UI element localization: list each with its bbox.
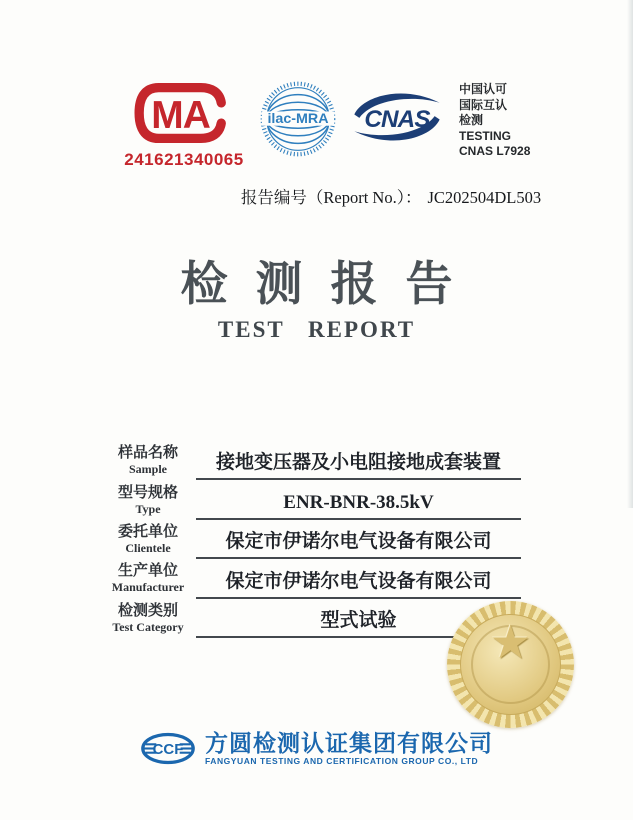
ccf-logo-icon [140, 731, 196, 766]
ilac-mra-logo [256, 76, 340, 167]
svg-text:CNAS: CNAS [364, 106, 430, 134]
accreditation-line: 检测 [459, 113, 484, 127]
cma-mark-icon [124, 80, 244, 146]
field-value: 保定市伊诺尔电气设备有限公司 [196, 520, 521, 559]
report-number-label: 报告编号（Report No.）： [240, 188, 422, 207]
table-row-type [100, 480, 521, 519]
report-number-line [241, 184, 541, 208]
accreditation-line: 国际互认 [459, 97, 508, 112]
field-value: 接地变压器及小电阻接地成套装置 [196, 441, 521, 480]
company-name-en: FANGYUAN TESTING AND CERTIFICATION GROUP CO., LTD [205, 756, 479, 766]
accreditation-line: TESTING [459, 128, 512, 143]
accreditation-line: CNAS L7928 [459, 144, 531, 158]
page-title-zh: 检测报告 [180, 259, 481, 311]
field-label: 样品名称 Sample [117, 445, 178, 477]
table-row-sample [100, 441, 521, 480]
cma-logo [122, 80, 246, 170]
seal-star-icon: ★ [489, 617, 532, 668]
page-title-en: TEST REPORT [217, 317, 416, 342]
field-label: 检测类别 Test Category [112, 602, 184, 634]
field-value: ENR-BNR-38.5kV [196, 480, 521, 519]
cma-certificate-number: 241621340065 [124, 150, 244, 169]
ilac-globe-icon [256, 76, 340, 162]
company-name-zh: 方圆检测认证集团有限公司 [205, 730, 493, 756]
footer-company [205, 731, 493, 766]
table-row-clientele [100, 520, 521, 559]
svg-text:MA: MA [151, 94, 211, 138]
report-number-value: JC202504DL503 [427, 188, 542, 207]
field-label: 生产单位 Manufacturer [111, 563, 185, 595]
svg-text:ilac-MRA: ilac-MRA [267, 111, 329, 128]
footer-brand [0, 731, 633, 766]
field-value: 保定市伊诺尔电气设备有限公司 [196, 559, 521, 598]
accreditation-line: 中国认可 [459, 82, 508, 96]
accreditation-text [459, 82, 530, 160]
field-label: 型号规格 Type [117, 484, 178, 516]
field-value: 型式试验 [196, 599, 521, 638]
cnas-swoosh-icon [351, 86, 443, 148]
cnas-logo [351, 86, 443, 153]
table-row-manufacturer [100, 559, 521, 598]
gold-embossed-seal [447, 601, 574, 728]
field-label: 委托单位 Clientele [117, 523, 178, 555]
svg-text:CCF: CCF [152, 741, 184, 759]
